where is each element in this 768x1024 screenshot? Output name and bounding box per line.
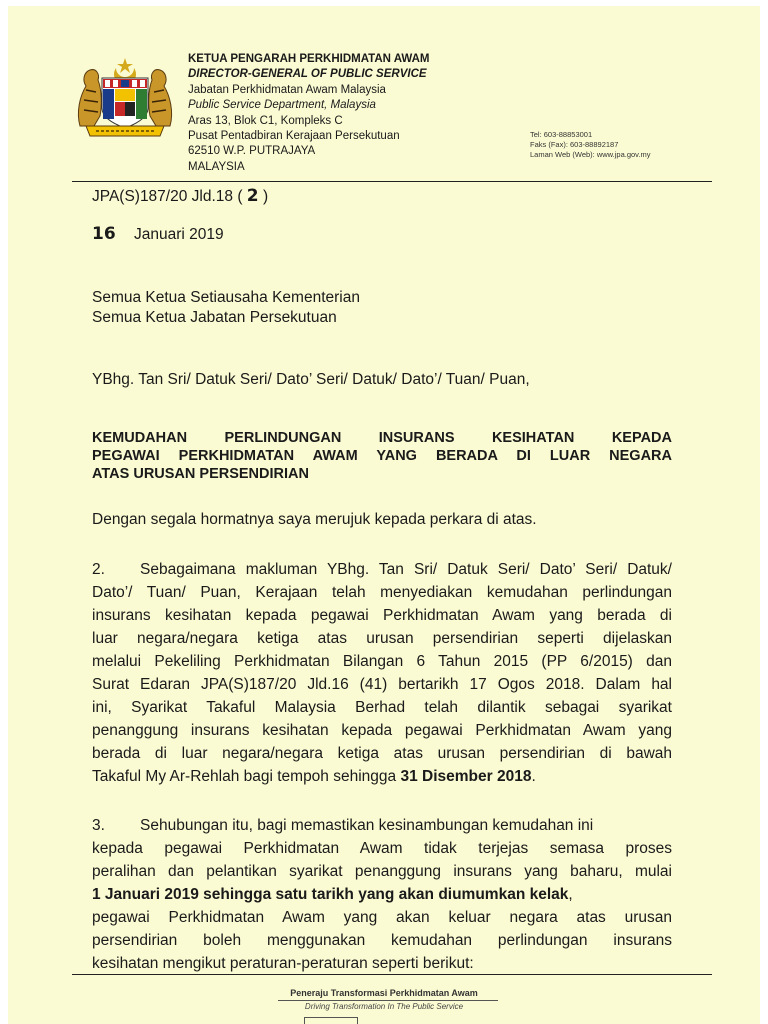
deadline-date: 31 Disember 2018 xyxy=(400,768,532,785)
paragraph-line: melalui Pekeliling Perkhidmatan Bilangan 6 Tahun 2015 (PP 6/2015) dan xyxy=(92,653,672,670)
header-divider xyxy=(72,181,712,182)
paragraph-line: luar negara/negara ketiga atas urusan persendirian seperti dijelaskan xyxy=(92,630,672,647)
footer-underline xyxy=(278,1000,498,1001)
paragraph-line xyxy=(92,814,672,837)
letter-date xyxy=(92,224,224,244)
reference-handwritten-number: 2 xyxy=(246,186,259,206)
recipients xyxy=(92,288,360,328)
footer-divider xyxy=(72,974,712,975)
paragraph-line: kesihatan mengikut peraturan-peraturan seperti berikut: xyxy=(92,955,474,972)
date-day-handwritten: 16 xyxy=(92,224,116,244)
subject-line: KEMUDAHAN PERLINDUNGAN INSURANS KESIHATAN KEPADA xyxy=(92,430,672,446)
paragraph-line: penanggung insurans kesihatan kepada pegawai Perkhidmatan Awam yang xyxy=(92,722,672,739)
paragraph-line: Surat Edaran JPA(S)187/20 Jld.16 (41) bertarikh 17 Ogos 2018. Dalam hal xyxy=(92,676,672,693)
paragraph-text: Takaful My Ar-Rehlah bagi tempoh sehingga xyxy=(92,768,397,785)
contact-fax: Faks (Fax): 603-88892187 xyxy=(530,140,619,149)
paragraph-text: . xyxy=(531,768,536,785)
effective-period: 1 Januari 2019 sehingga satu tarikh yang akan diumumkan kelak xyxy=(92,886,569,903)
paragraph-line: insurans kesihatan kepada pegawai Perkhidmatan Awam yang berada di xyxy=(92,607,672,624)
recipient-line: Semua Ketua Setiausaha Kementerian xyxy=(92,289,360,306)
contact-web: Laman Web (Web): www.jpa.gov.my xyxy=(530,150,651,159)
date-month-year: Januari 2019 xyxy=(133,226,224,243)
paragraph-line: ini, Syarikat Takaful Malaysia Berhad telah dilantik sebagai syarikat xyxy=(92,699,672,716)
footer-logo-icon xyxy=(304,1017,358,1024)
opening-paragraph: Dengan segala hormatnya saya merujuk kepada perkara di atas. xyxy=(92,511,537,528)
reference-prefix: JPA(S)187/20 Jld.18 ( xyxy=(92,188,243,205)
subject-line: PEGAWAI PERKHIDMATAN AWAM YANG BERADA DI LUAR NEGARA xyxy=(92,448,672,464)
paragraph-line xyxy=(92,883,672,906)
paragraph-text: Sehubungan itu, bagi memastikan kesinambungan kemudahan ini xyxy=(140,817,594,834)
letterhead-address-line: Pusat Pentadbiran Kerajaan Persekutuan xyxy=(188,130,400,143)
letterhead-block xyxy=(188,52,430,175)
letterhead-dept: Jabatan Perkhidmatan Awam Malaysia xyxy=(188,83,386,96)
footer-tagline-en: Driving Transformation In The Public Service xyxy=(304,1002,464,1011)
paragraph-line xyxy=(92,558,672,581)
paragraph-line: kepada pegawai Perkhidmatan Awam tidak terjejas semasa proses xyxy=(92,840,672,857)
paragraph-line: Dato’/ Tuan/ Puan, Kerajaan telah menyediakan kemudahan perlindungan xyxy=(92,584,672,601)
subject-line: ATAS URUSAN PERSENDIRIAN xyxy=(92,466,309,482)
paragraph-line: berada di luar negara/negara ketiga atas urusan persendirian di bawah xyxy=(92,745,672,762)
subject-heading xyxy=(92,429,672,483)
contact-block xyxy=(530,130,650,160)
letterhead-address-line: 62510 W.P. PUTRAJAYA xyxy=(188,145,316,158)
paragraph-number: 2. xyxy=(92,561,105,578)
contact-tel: Tel: 603-88853001 xyxy=(530,130,593,139)
paragraph-number: 3. xyxy=(92,817,105,834)
paragraph-2 xyxy=(92,558,672,788)
footer-tagline: Peneraju Transformasi Perkhidmatan Awam xyxy=(290,988,478,998)
coat-of-arms-icon xyxy=(72,56,178,142)
reference-number xyxy=(92,186,268,206)
paragraph-line: peralihan dan pelantikan syarikat penanggung insurans yang baharu, mulai xyxy=(92,863,672,880)
letterhead-address-line: Aras 13, Blok C1, Kompleks C xyxy=(188,114,343,127)
letterhead-title-en: DIRECTOR-GENERAL OF PUBLIC SERVICE xyxy=(188,68,427,81)
paragraph-text: Sebagaimana makluman YBhg. Tan Sri/ Datuk Seri/ Dato’ Seri/ Datuk/ xyxy=(140,561,672,578)
letterhead-dept-en: Public Service Department, Malaysia xyxy=(188,99,376,112)
salutation: YBhg. Tan Sri/ Datuk Seri/ Dato’ Seri/ Datuk/ Dato’/ Tuan/ Puan, xyxy=(92,371,530,388)
paragraph-line xyxy=(92,765,672,788)
paragraph-text: , xyxy=(568,886,573,903)
reference-suffix: ) xyxy=(262,188,269,205)
paragraph-line: pegawai Perkhidmatan Awam yang akan keluar negara atas urusan xyxy=(92,909,672,926)
letterhead-title: KETUA PENGARAH PERKHIDMATAN AWAM xyxy=(188,53,430,65)
paragraph-line: persendirian boleh menggunakan kemudahan perlindungan insurans xyxy=(92,932,672,949)
paragraph-3 xyxy=(92,814,672,975)
letter-page xyxy=(8,6,760,1024)
recipient-line: Semua Ketua Jabatan Persekutuan xyxy=(92,309,337,326)
letterhead-address-line: MALAYSIA xyxy=(188,160,245,173)
